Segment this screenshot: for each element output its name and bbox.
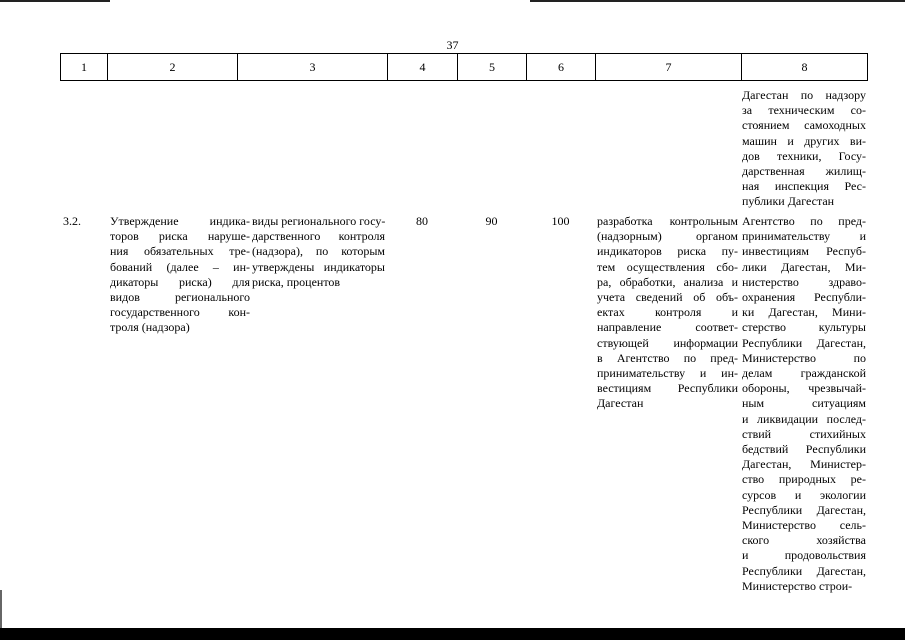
table-header-row	[60, 53, 868, 81]
text-line: ствий стихийных	[742, 426, 866, 441]
row-col-7-mechanism	[597, 214, 738, 412]
text-line: 100	[551, 214, 570, 228]
text-line: Дагестан, Министер-	[742, 457, 866, 472]
text-line: виды регионального госу-	[252, 214, 386, 228]
scan-edge-left	[0, 590, 2, 628]
text-line: ра, обработки, анализа и	[597, 274, 738, 289]
text-line: сурсов и экологии	[742, 487, 866, 502]
text-line: утверждены индикаторы	[252, 259, 385, 274]
text-line: нистерство здраво-	[742, 274, 866, 289]
header-col-2: 2	[107, 54, 237, 80]
row-col-2-measure	[110, 214, 250, 336]
text-line: учета сведений об объ-	[597, 290, 738, 305]
text-line: дарственного контроля	[252, 229, 385, 244]
carryover-col-8	[742, 88, 866, 210]
text-line: дикаторы риска) для	[110, 274, 250, 289]
scan-edge-bottom	[0, 628, 905, 640]
header-col-7: 7	[595, 54, 741, 80]
row-col-8-responsible	[742, 214, 866, 594]
text-line: Дагестан по надзору	[742, 88, 866, 102]
header-col-5: 5	[457, 54, 526, 80]
text-line: Республики Дагестан,	[742, 335, 866, 350]
text-line: ство природных ре-	[742, 472, 866, 487]
text-line: троля (надзора)	[110, 320, 190, 335]
text-line: в Агентство по пред-	[597, 350, 738, 365]
text-line: дов техники, Госу-	[742, 148, 866, 163]
text-line: делам гражданской	[742, 366, 866, 381]
header-col-8: 8	[741, 54, 868, 80]
text-line: 90	[485, 214, 498, 228]
scan-edge-top-left	[0, 0, 110, 2]
text-line: ки Дагестан, Мини-	[742, 305, 866, 320]
text-line: Утверждение индика-	[110, 214, 250, 228]
row-col-5-value	[457, 214, 526, 229]
page-number: 37	[446, 38, 459, 52]
text-line: лики Дагестан, Ми-	[742, 259, 866, 274]
text-line: Дагестан	[597, 396, 644, 411]
header-col-4: 4	[387, 54, 457, 80]
text-line: риска, процентов	[252, 274, 341, 289]
text-line: бований (далее – ин-	[110, 259, 250, 274]
row-number	[63, 214, 103, 229]
row-col-4-value	[387, 214, 457, 229]
text-line: охранения Республи-	[742, 290, 866, 305]
text-line: ектах контроля и	[597, 305, 738, 320]
text-line: индикаторов риска пу-	[597, 244, 738, 259]
text-line: 80	[416, 214, 428, 228]
text-line: Республики Дагестан,	[742, 502, 866, 517]
text-line: направление соответ-	[597, 320, 738, 335]
text-line: государственного кон-	[110, 305, 250, 320]
text-line: и продовольствия	[742, 548, 866, 563]
text-line: ствующей информации	[597, 335, 738, 350]
text-line: инвестициям Респуб-	[742, 244, 866, 259]
text-line: машин и других ви-	[742, 133, 866, 148]
text-line: 3.2.	[63, 214, 81, 228]
text-line: Министерство строи-	[742, 578, 853, 593]
text-line: (надзорным) органом	[597, 229, 738, 244]
text-line: Министерство сель-	[742, 518, 866, 533]
text-line: (надзора), по которым	[252, 244, 385, 259]
text-line: вестициям Республики	[597, 381, 738, 396]
text-line: ния обязательных тре-	[110, 244, 250, 259]
text-line: ского хозяйства	[742, 533, 866, 548]
header-col-3: 3	[237, 54, 387, 80]
row-col-6-value	[526, 214, 595, 229]
text-line: принимательству и ин-	[597, 366, 738, 381]
text-line: стоянием самоходных	[742, 118, 866, 133]
header-col-6: 6	[526, 54, 595, 80]
text-line: и ликвидации послед-	[742, 411, 866, 426]
text-line: ным ситуациям	[742, 396, 866, 411]
header-col-1: 1	[60, 54, 107, 80]
scan-edge-top-right	[530, 0, 905, 2]
text-line: видов регионального	[110, 290, 250, 305]
text-line: Агентство по пред-	[742, 214, 866, 228]
text-line: Республики Дагестан,	[742, 563, 866, 578]
text-line: принимательству и	[742, 229, 866, 244]
text-line: ная инспекция Рес-	[742, 179, 866, 194]
text-line: дарственная жилищ-	[742, 164, 866, 179]
row-col-3-indicator	[252, 214, 385, 290]
text-line: тем осуществления сбо-	[597, 259, 738, 274]
text-line: обороны, чрезвычай-	[742, 381, 866, 396]
text-line: публики Дагестан	[742, 194, 835, 209]
text-line: за техническим со-	[742, 103, 866, 118]
text-line: торов риска наруше-	[110, 229, 250, 244]
text-line: разработка контрольным	[597, 214, 738, 228]
text-line: стерство культуры	[742, 320, 866, 335]
text-line: бедствий Республики	[742, 442, 866, 457]
text-line: Министерство по	[742, 350, 866, 365]
